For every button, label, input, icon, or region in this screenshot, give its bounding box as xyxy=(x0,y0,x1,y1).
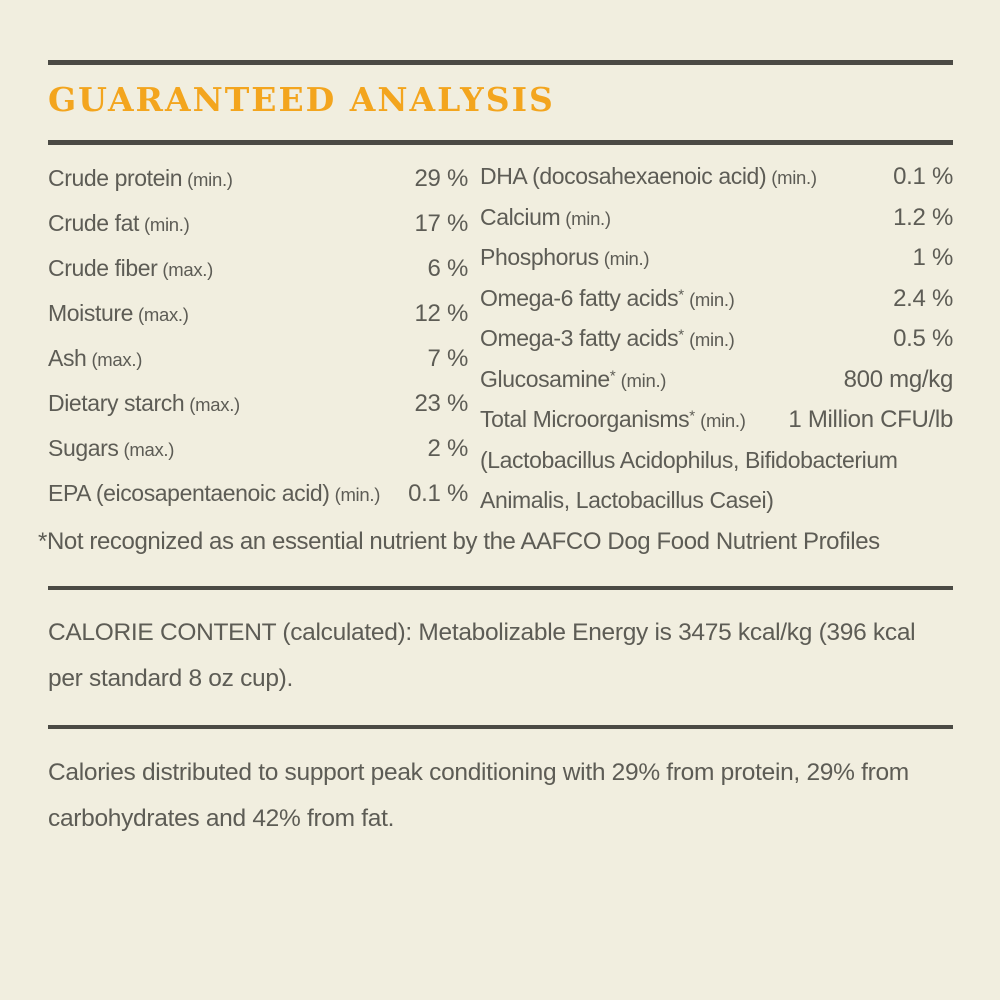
nutrient-row xyxy=(48,201,468,246)
min-max-qualifier: (min.) xyxy=(187,169,233,190)
nutrient-name: Moisture xyxy=(48,300,133,326)
nutrient-value: 1 % xyxy=(912,244,953,271)
nutrient-label xyxy=(48,291,189,339)
nutrient-label xyxy=(48,336,142,384)
nutrient-name: Dietary starch xyxy=(48,390,185,416)
min-max-qualifier: (max.) xyxy=(138,304,189,325)
nutrient-value: 23 % xyxy=(414,390,468,417)
nutrient-row xyxy=(480,359,953,400)
min-max-qualifier: (max.) xyxy=(91,349,143,370)
nutrient-name: EPA (eicosapentaenoic acid) xyxy=(48,480,330,506)
nutrient-column-right xyxy=(480,156,953,521)
footnote-asterisk: * xyxy=(689,407,696,425)
nutrient-row xyxy=(48,246,468,291)
min-max-qualifier: (max.) xyxy=(162,259,214,280)
nutrient-row xyxy=(480,197,953,238)
min-max-qualifier: (max.) xyxy=(189,394,240,415)
nutrient-name: Phosphorus xyxy=(480,244,599,270)
nutrient-value: 800 mg/kg xyxy=(843,365,953,393)
nutrient-name: Crude fiber xyxy=(48,255,158,281)
nutrient-continuation-line: Animalis, Lactobacillus Casei) xyxy=(480,487,774,513)
nutrient-name: Sugars xyxy=(48,435,119,461)
nutrient-row xyxy=(48,291,468,336)
nutrient-row xyxy=(480,278,953,319)
nutrient-row xyxy=(480,399,953,440)
min-max-qualifier: (min.) xyxy=(144,214,190,235)
nutrient-name: Glucosamine xyxy=(480,365,610,392)
nutrient-label xyxy=(48,426,174,474)
nutrient-label xyxy=(480,278,735,323)
nutrient-label xyxy=(48,246,213,294)
nutrient-value: 2.4 % xyxy=(893,284,953,312)
nutrient-value: 2 % xyxy=(427,435,468,462)
mid-rule xyxy=(48,586,953,590)
nutrient-row xyxy=(48,381,468,426)
nutrient-continuation-line: (Lactobacillus Acidophilus, Bifidobacterium xyxy=(480,446,898,473)
min-max-qualifier: (min.) xyxy=(603,248,650,269)
nutrient-name: Total Microorganisms xyxy=(480,406,690,432)
nutrient-label xyxy=(480,359,666,404)
min-max-qualifier: (min.) xyxy=(771,167,817,188)
lower-rule xyxy=(48,725,953,729)
nutrient-value: 0.1 % xyxy=(408,480,468,507)
calorie-content-text: CALORIE CONTENT (calculated): Metabolizable Energy is 3475 kcal/kg (396 kcal per standard 8 oz cup). xyxy=(48,619,916,692)
nutrient-row xyxy=(480,237,953,278)
nutrient-row xyxy=(48,156,468,201)
nutrient-row xyxy=(48,471,468,516)
nutrient-name: Omega-3 fatty acids xyxy=(480,325,679,351)
nutrient-value: 17 % xyxy=(414,210,468,237)
calorie-distribution-text: Calories distributed to support peak conditioning with 29% from protein, 29% from carbohydrates and 42% from fat. xyxy=(48,759,909,832)
footnote-asterisk: * xyxy=(678,286,685,304)
nutrient-value: 6 % xyxy=(427,255,468,282)
min-max-qualifier: (min.) xyxy=(700,410,746,431)
nutrient-row xyxy=(480,318,953,359)
nutrient-name: Omega-6 fatty acids xyxy=(480,284,679,311)
nutrient-name: Crude fat xyxy=(48,210,140,236)
nutrient-value: 0.1 % xyxy=(893,163,953,190)
nutrient-name: Ash xyxy=(48,345,87,371)
nutrient-label xyxy=(48,201,190,249)
aafco-footnote: *Not recognized as an essential nutrient by the AAFCO Dog Food Nutrient Profiles xyxy=(38,528,880,555)
nutrient-name: DHA (docosahexaenoic acid) xyxy=(480,163,767,189)
nutrient-label xyxy=(480,197,611,242)
nutrient-label xyxy=(48,381,240,429)
nutrient-name: Crude protein xyxy=(48,165,183,191)
nutrient-value: 12 % xyxy=(414,300,468,327)
nutrient-row xyxy=(480,156,953,197)
nutrient-label xyxy=(48,471,380,519)
nutrient-value: 0.5 % xyxy=(893,325,953,352)
nutrient-label xyxy=(480,399,746,444)
min-max-qualifier: (min.) xyxy=(689,288,735,310)
nutrient-name: Calcium xyxy=(480,203,561,230)
nutrient-label xyxy=(480,318,735,363)
min-max-qualifier: (max.) xyxy=(123,439,175,460)
nutrient-label xyxy=(480,237,649,282)
section-title: GUARANTEED ANALYSIS xyxy=(48,80,555,119)
nutrient-column-left xyxy=(48,156,468,521)
min-max-qualifier: (min.) xyxy=(565,207,611,229)
nutrient-columns xyxy=(48,156,953,521)
nutrient-value: 29 % xyxy=(414,165,468,192)
nutrient-row xyxy=(48,336,468,381)
min-max-qualifier: (min.) xyxy=(334,484,381,505)
nutrient-label xyxy=(48,156,233,204)
min-max-qualifier: (min.) xyxy=(689,329,735,350)
top-rule xyxy=(48,60,953,65)
nutrient-value: 7 % xyxy=(427,345,468,372)
nutrient-value: 1 Million CFU/lb xyxy=(788,406,953,433)
heading-rule xyxy=(48,140,953,145)
footnote-asterisk: * xyxy=(678,326,685,344)
nutrient-label xyxy=(480,156,817,201)
footnote-asterisk: * xyxy=(609,367,616,385)
nutrient-row xyxy=(48,426,468,471)
min-max-qualifier: (min.) xyxy=(620,369,667,391)
nutrient-value: 1.2 % xyxy=(893,203,953,231)
